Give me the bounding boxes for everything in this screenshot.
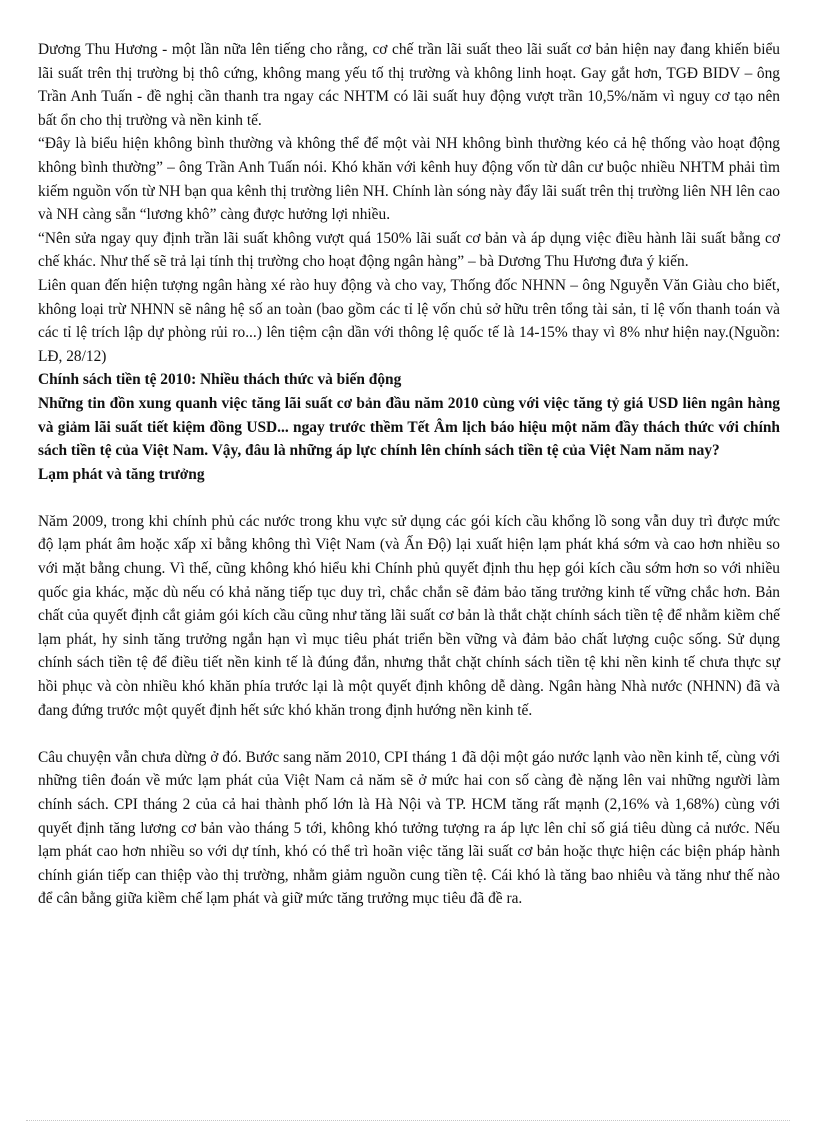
spacer bbox=[38, 486, 780, 510]
spacer bbox=[38, 722, 780, 746]
document-body bbox=[38, 38, 780, 911]
page-bottom-divider bbox=[26, 1120, 790, 1121]
subheading: Lạm phát và tăng trưởng bbox=[38, 465, 205, 483]
body-paragraph-2010: Câu chuyện vẫn chưa dừng ở đó. Bước sang năm 2010, CPI tháng 1 đã dội một gáo nước lạnh vào nền kinh tế, cùng với những tiên đoán về mức lạm phát của Việt Nam cả năm sẽ ở mức hai con số càng đè nặng lên vai những người làm chính sách. CPI tháng 2 của cả hai thành phố lớn là Hà Nội và TP. HCM tăng rất mạnh (2,16% và 1,68%) cùng với quyết định tăng lương cơ bản vào tháng 5 tới, không khó tưởng tượng ra áp lực lên chỉ số giá tiêu dùng cả nước. Nếu lạm phát cao hơn nhiều so với dự tính, khó có thể trì hoãn việc tăng lãi suất cơ bản hoặc thực hiện các biện pháp hành chính gián tiếp can thiệp vào thị trường, nhằm giảm nguồn cung tiền tệ. Cái khó là tăng bao nhiêu và tăng như thế nào để cân bằng giữa kiềm chế lạm phát và giữ mức tăng trưởng mục tiêu đã đề ra. bbox=[38, 748, 780, 908]
lead-paragraph: Những tin đồn xung quanh việc tăng lãi suất cơ bản đầu năm 2010 cùng với việc tăng tỷ giá USD liên ngân hàng và giảm lãi suất tiết kiệm đồng USD... ngay trước thềm Tết Âm lịch báo hiệu một năm đầy thách thức với chính sách tiền tệ của Việt Nam. Vậy, đâu là những áp lực chính lên chính sách tiền tệ của Việt Nam năm nay? bbox=[38, 394, 780, 460]
paragraph-sbv-governor: Liên quan đến hiện tượng ngân hàng xé rào huy động và cho vay, Thống đốc NHNN – ông Nguyễn Văn Giàu cho biết, không loại trừ NHNN sẽ nâng hệ số an toàn (bao gồm các tỉ lệ vốn chủ sở hữu trên tổng tài sản, tỉ lệ vốn thanh toán và các tỉ lệ trích lập dự phòng rủi ro...) lên tiệm cận dần với thông lệ quốc tế là 14-15% thay vì 8% như hiện nay.(Nguồn: LĐ, 28/12) bbox=[38, 276, 780, 365]
paragraph-rate-ceiling: Dương Thu Hương - một lần nữa lên tiếng cho rằng, cơ chế trần lãi suất theo lãi suất cơ bản hiện nay đang khiến biểu lãi suất trên thị trường bị thô cứng, không mang yếu tố thị trường và không linh hoạt. Gay gắt hơn, TGĐ BIDV – ông Trần Anh Tuấn - đề nghị cần thanh tra ngay các NHTM có lãi suất huy động vượt trần 10,5%/năm vì nguy cơ tạo nên bất ổn cho thị trường và nền kinh tế. bbox=[38, 41, 780, 129]
paragraph-ceiling-proposal: “Nên sửa ngay quy định trần lãi suất không vượt quá 150% lãi suất cơ bản và áp dụng việc điều hành lãi suất bằng cơ chế khác. Như thế sẽ trả lại tính thị trường cho hoạt động ngân hàng” – bà Dương Thu Hương đưa ý kiến. bbox=[38, 229, 780, 271]
body-paragraph-2009: Năm 2009, trong khi chính phủ các nước trong khu vực sử dụng các gói kích cầu khổng lồ song vẫn duy trì được mức độ lạm phát âm hoặc xấp xỉ bằng không thì Việt Nam (và Ấn Độ) lại xuất hiện lạm phát khá sớm và cao hơn nhiều so với mặt bằng chung. Vì thế, cũng không khó hiểu khi Chính phủ quyết định thu hẹp gói kích cầu sớm hơn so với nhiều quốc gia khác, mặc dù nếu có khả năng tiếp tục duy trì, chắc chắn sẽ đảm bảo tăng trưởng kinh tế vững chắc hơn. Bản chất của quyết định cắt giảm gói kích cầu cũng như tăng lãi suất cơ bản là thắt chặt chính sách tiền tệ để nhằm kiềm chế lạm phát, hy sinh tăng trưởng ngắn hạn vì mục tiêu phát triển bền vững và đảm bảo chất lượng cuộc sống. Sử dụng chính sách tiền tệ để điều tiết nền kinh tế là đúng đắn, nhưng thắt chặt chính sách tiền tệ khi nền kinh tế chưa thực sự hồi phục và còn nhiều khó khăn phía trước lại là một quyết định không dễ dàng. Ngân hàng Nhà nước (NHNN) đã và đang đứng trước một quyết định hết sức khó khăn trong định hướng nền kinh tế. bbox=[38, 512, 780, 719]
section-heading: Chính sách tiền tệ 2010: Nhiều thách thức và biến động bbox=[38, 371, 402, 389]
paragraph-bidv-quote: “Đây là biểu hiện không bình thường và không thể để một vài NH không bình thường kéo cả hệ thống vào hoạt động không bình thường” – ông Trần Anh Tuấn nói. Khó khăn với kênh huy động vốn từ dân cư buộc nhiều NHTM phải tìm kiếm nguồn vốn từ NH bạn qua kênh thị trường liên NH. Chính làn sóng này đẩy lãi suất trên thị trường liên NH lên cao và NH càng sẵn “lương khô” càng được hưởng lợi nhiều. bbox=[38, 135, 780, 224]
